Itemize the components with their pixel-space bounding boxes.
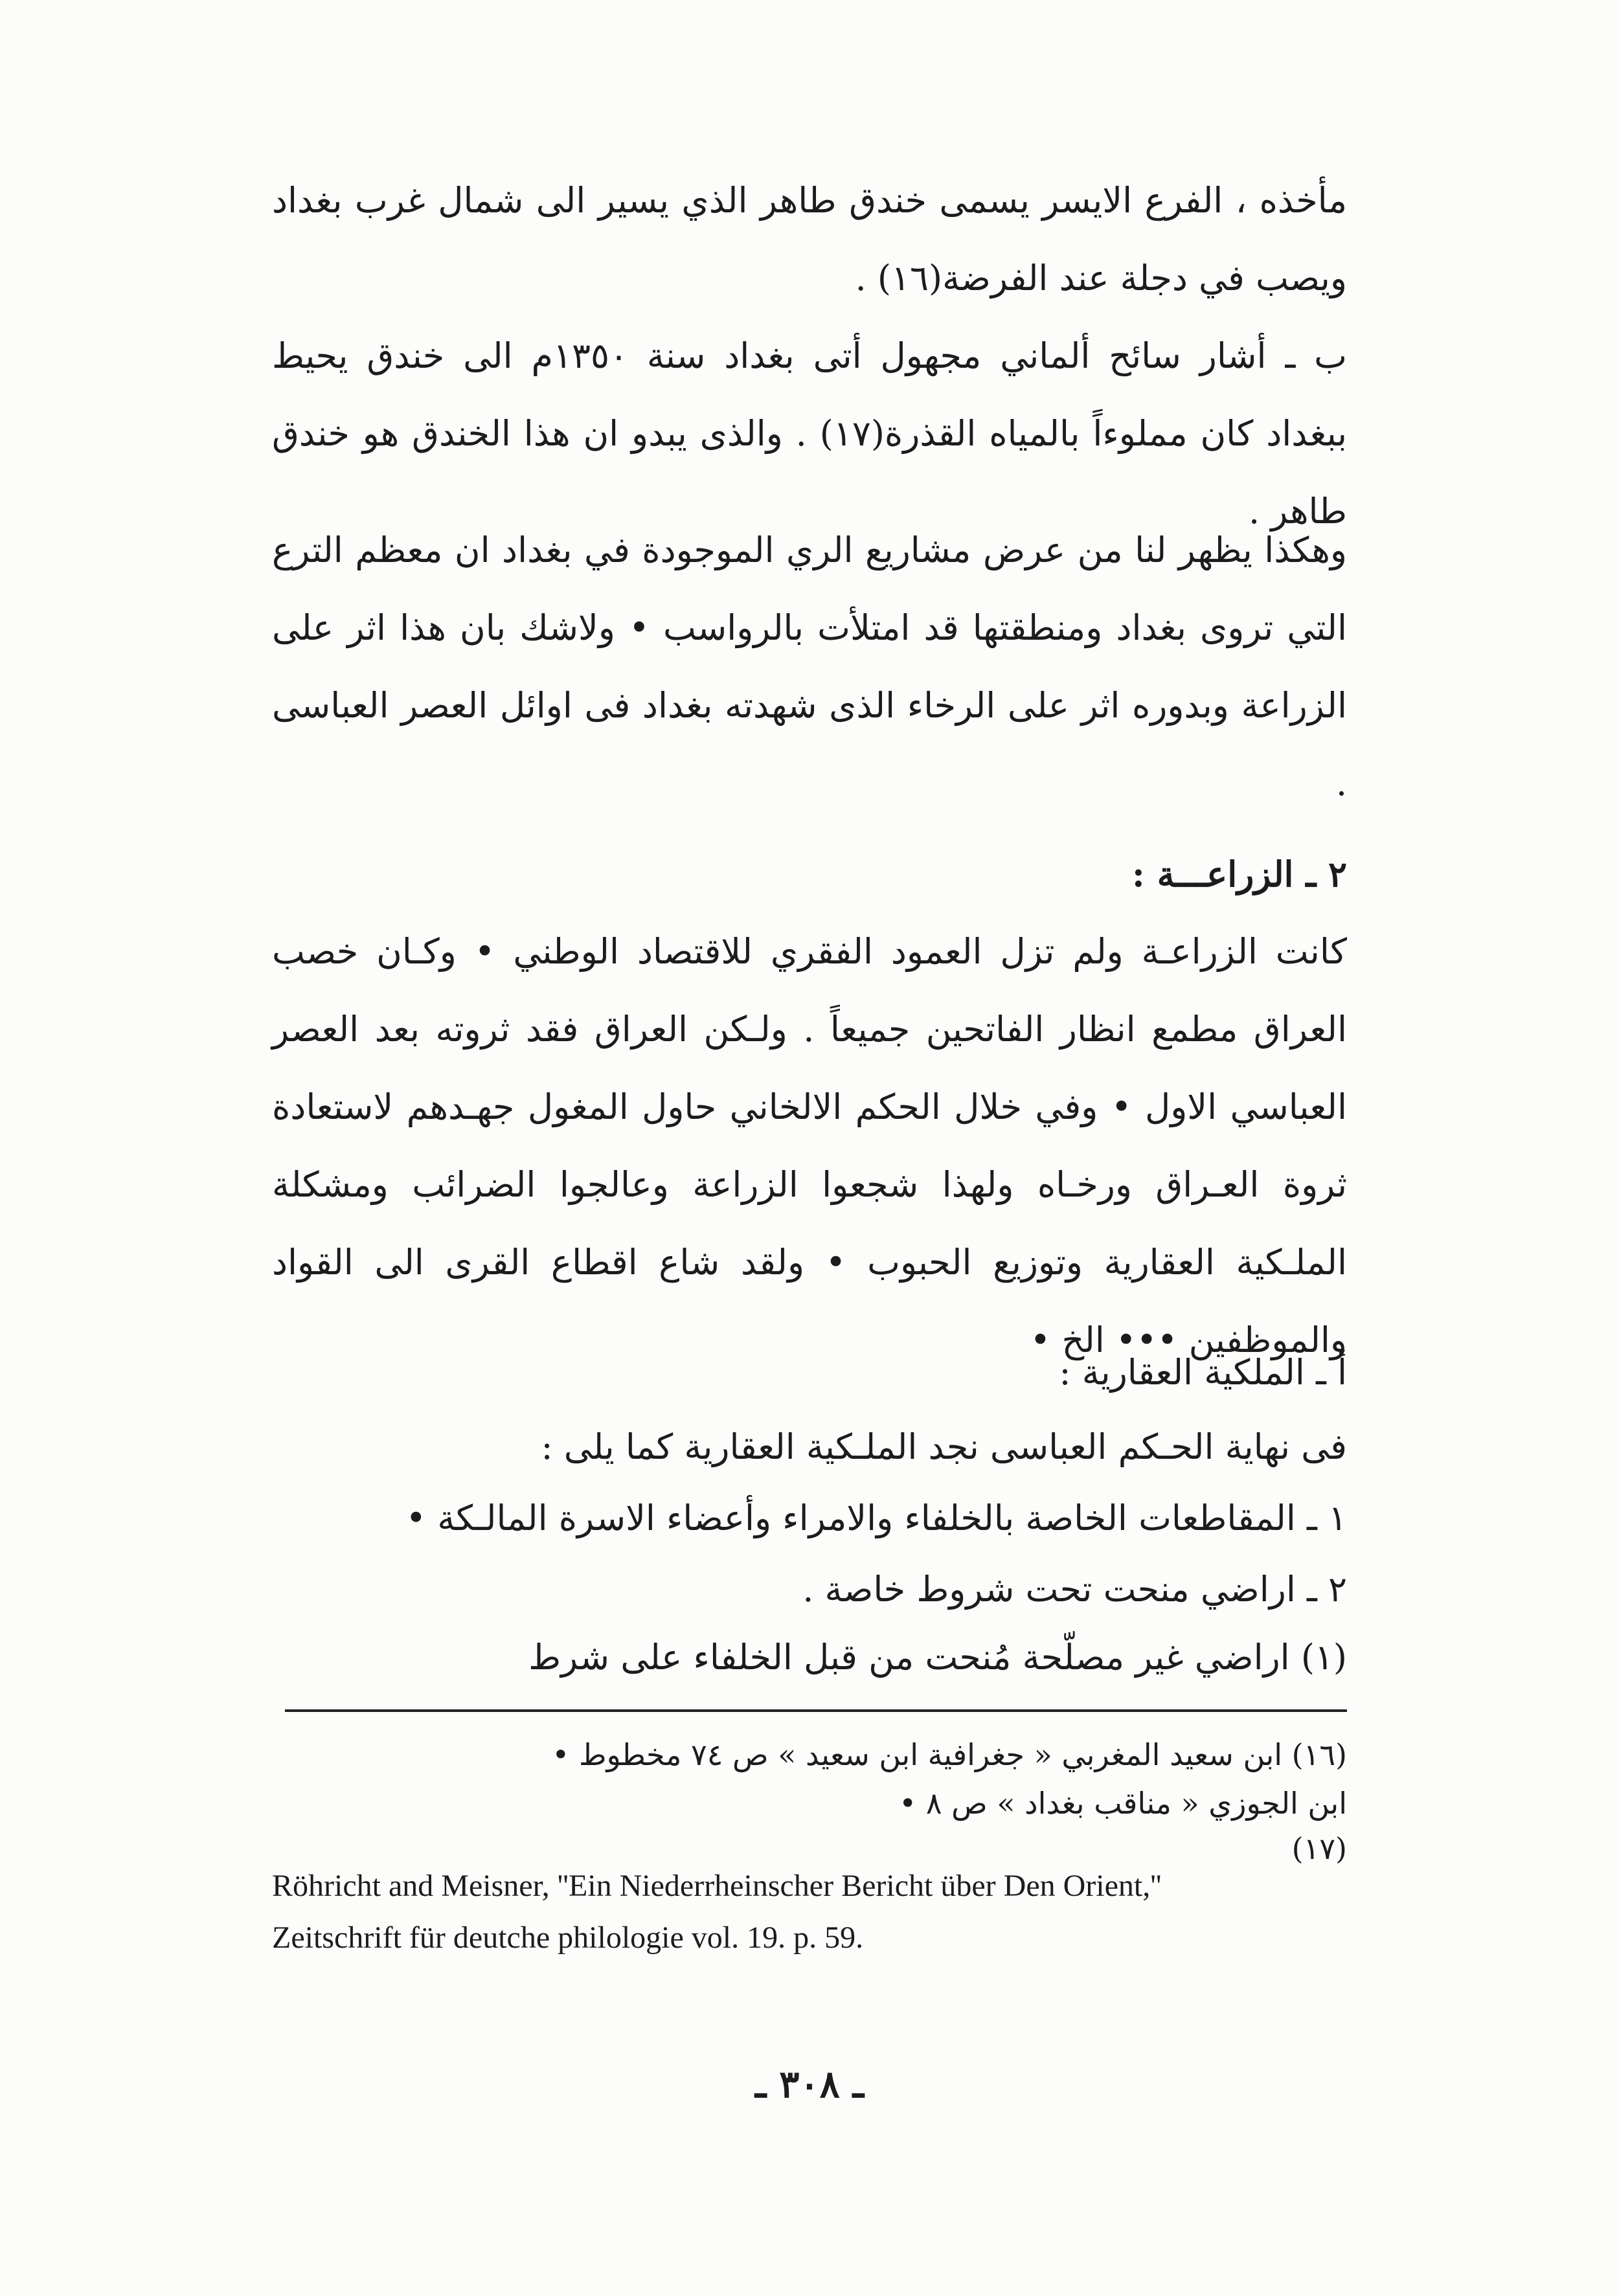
list-item-unreclaimed-lands: (١) اراضي غير مصلّحة مُنحت من قبل الخلفاء على شرط xyxy=(528,1637,1347,1678)
footnote-divider xyxy=(285,1709,1347,1712)
footnote-17-latin-line2: Zeitschrift für deutche philologie vol. 19. p. 59. xyxy=(272,1920,864,1955)
list-item-granted-lands: ٢ ـ اراضي منحت تحت شروط خاصة . xyxy=(802,1569,1347,1610)
page-number: ـ ٣٠٨ ـ xyxy=(755,2062,864,2106)
footnote-17-arabic: ابن الجوزي « مناقب بغداد » ص ٨ • xyxy=(899,1786,1347,1821)
footnote-17-number: (١٧) xyxy=(1291,1831,1347,1866)
subheading-land-ownership: أ ـ الملكية العقارية : xyxy=(1059,1352,1347,1393)
footnote-17-latin-line1: Röhricht and Meisner, ''Ein Niederrheinscher Bericht über Den Orient,'' xyxy=(272,1869,1162,1903)
paragraph-tahir-canal: مأخذه ، الفرع الايسر يسمى خندق طاهر الذي يسير الى شمال غرب بغداد ويصب في دجلة عند الفرضة(١٦) . xyxy=(272,180,1347,298)
list-item-estates: ١ ـ المقاطعات الخاصة بالخلفاء والامراء وأعضاء الاسرة المالـكة • xyxy=(405,1498,1347,1538)
paragraph-german-traveller: ب ـ أشار سائح ألماني مجهول أتى بغداد سنة ١٣٥٠م الى خندق يحيط ببغداد كان مملوءاً بالمياه القذرة(١٧) . والذى يبدو ان هذا الخندق هو خندق طاهر . xyxy=(272,335,1347,532)
paragraph-ownership-intro: فى نهاية الحـكم العباسى نجد الملـكية العقارية كما يلى : xyxy=(541,1426,1347,1467)
section-heading-agriculture: ٢ ـ الزراعـــة : xyxy=(1131,853,1347,895)
paragraph-agriculture: كانت الزراعـة ولم تزل العمود الفقري للاقتصاد الوطني • وكـان خصب العراق مطمع انظار الفاتحين جميعاً . ولـكن العراق فقد ثروته بعد العصر العباسي الاول • وفي خلال الحكم الالخاني حاول المغول جهـدهم لاستعادة ثروة العـراق ورخـاه ولهذا شجعوا الزراعة وعالجوا الضرائب ومشكلة الملـكية العقارية وتوزيع الحبوب • ولقد شاع اقطاع القرى الى القواد والموظفين ••• الخ • xyxy=(272,931,1347,1360)
paragraph-irrigation-summary: وهكذا يظهر لنا من عرض مشاريع الري الموجودة في بغداد ان معظم الترع التي تروى بغداد ومنطقتها قد امتلأت بالرواسب • ولاشك بان هذا اثر على الزراعة وبدوره اثر على الرخاء الذى شهدته بغداد فى اوائل العصر العباسى . xyxy=(272,530,1348,804)
footnote-16: (١٦) ابن سعيد المغربي « جغرافية ابن سعيد » ص ٧٤ مخطوط • xyxy=(552,1737,1347,1772)
